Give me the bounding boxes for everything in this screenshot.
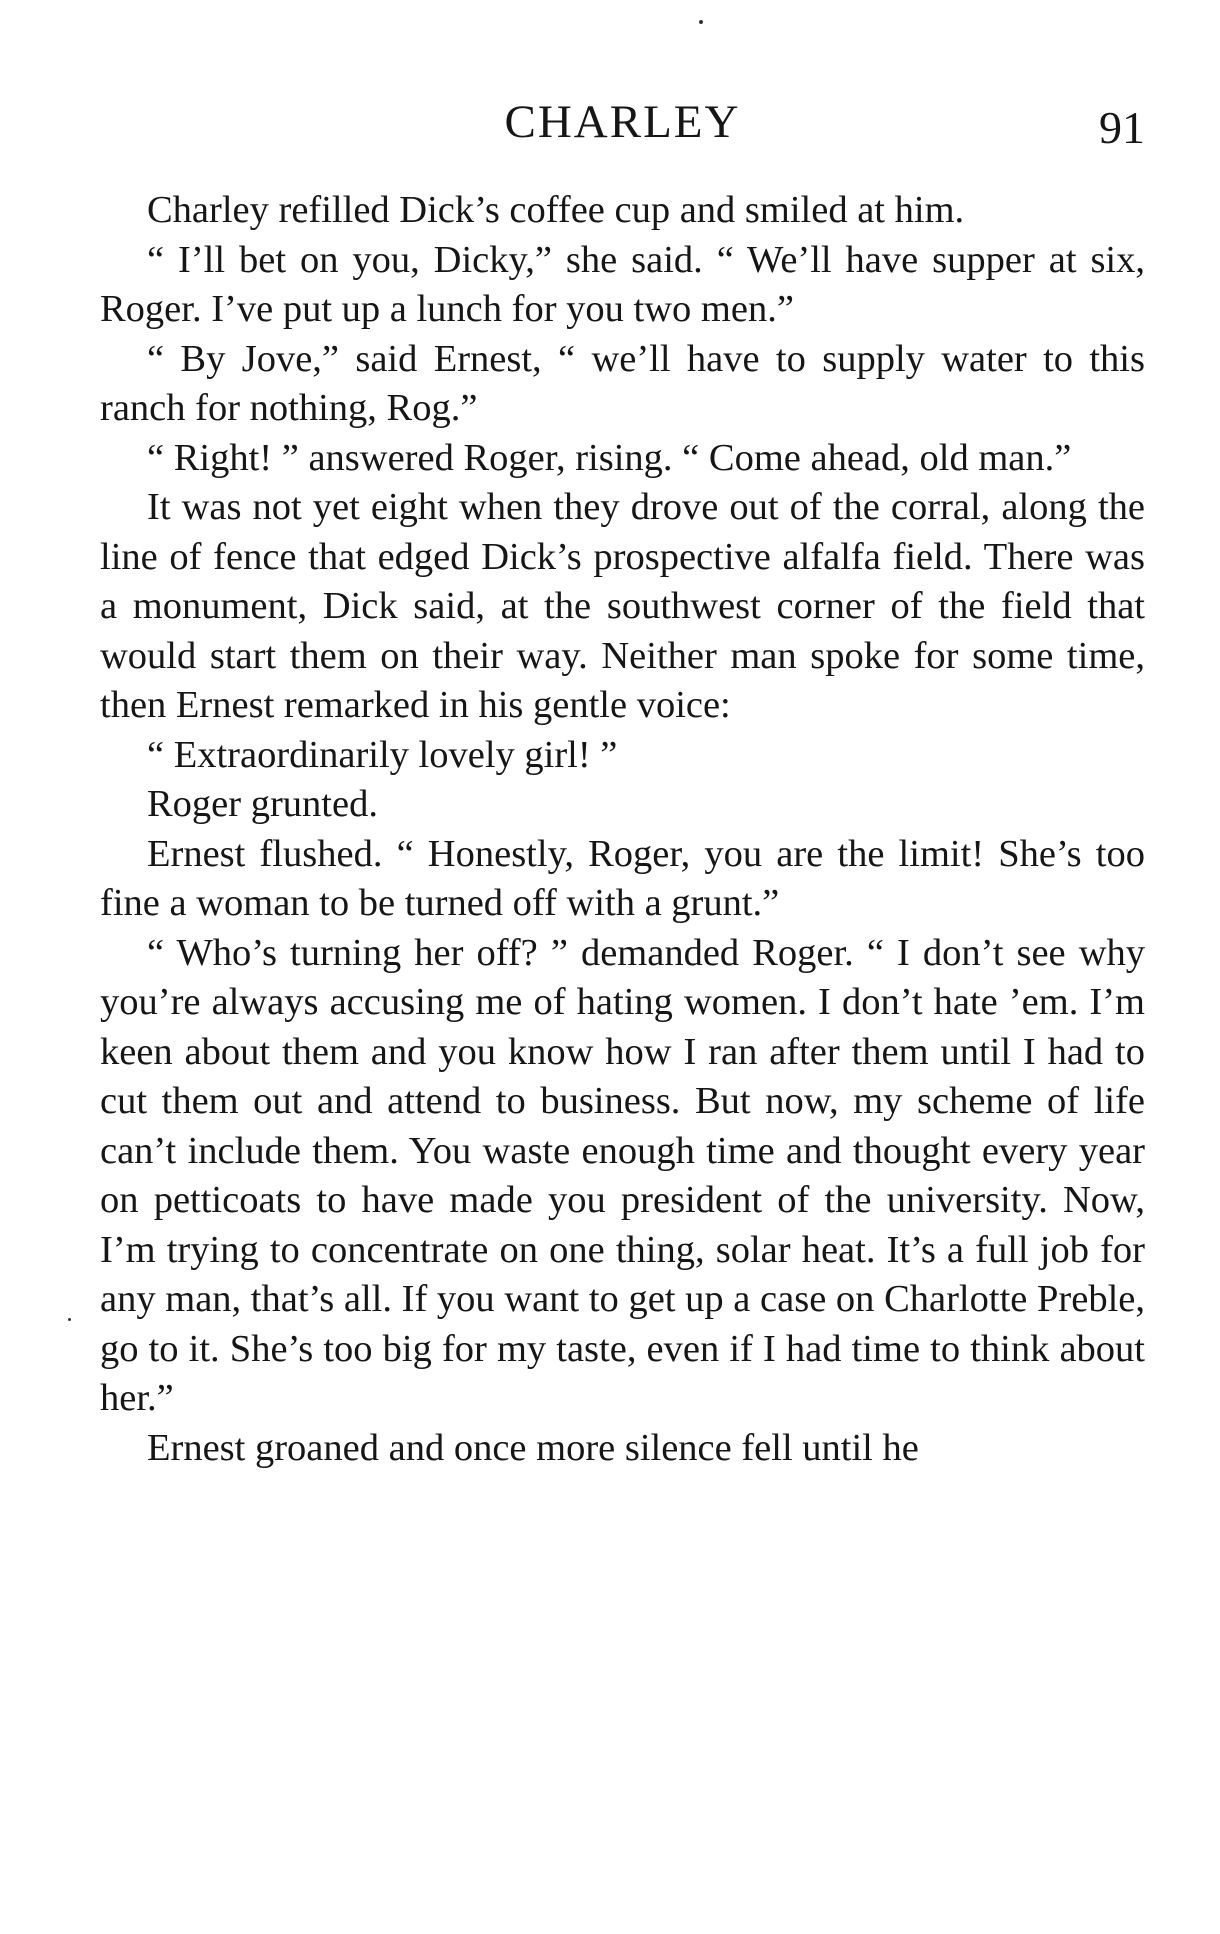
page-number: 91 xyxy=(1099,102,1145,153)
running-head xyxy=(100,92,1145,152)
paragraph: Ernest groaned and once more silence fell until he xyxy=(147,1426,919,1469)
print-speck xyxy=(699,20,703,24)
paragraph: “ Right! ” answered Roger, rising. “ Come ahead, old man.” xyxy=(147,436,1072,479)
paragraph: “ Extraordinarily lovely girl! ” xyxy=(147,733,618,776)
paragraph: “ I’ll bet on you, Dicky,” she said. “ We’ll have supper at six, Roger. I’ve put up a lunch for you two men.” xyxy=(100,238,1145,330)
paragraph: It was not yet eight when they drove out of the corral, along the line of fence that edged Dick’s prospective alfalfa field. There was a monument, Dick said, at the southwest corner of the field that would start them on their way. Neither man spoke for some time, then Ernest remarked in his gentle voice: xyxy=(100,486,1145,726)
print-speck xyxy=(68,1318,71,1321)
paragraph: “ By Jove,” said Ernest, “ we’ll have to supply water to this ranch for nothing, Rog.” xyxy=(100,337,1145,429)
paragraph: Charley refilled Dick’s coffee cup and smiled at him. xyxy=(147,189,965,231)
body-text xyxy=(100,186,1145,1473)
paragraph: Roger grunted. xyxy=(147,783,378,825)
paragraph: “ Who’s turning her off? ” demanded Roger. “ I don’t see why you’re always accusing me of hating women. I don’t hate ’em. I’m keen about them and you know how I ran after them until I had to cut them out and attend to business. But now, my scheme of life can’t include them. You waste enough time and thought every year on petticoats to have made you president of the university. Now, I’m trying to concentrate on one thing, solar heat. It’s a full job for any man, that’s all. If you want to get up a case on Charlotte Preble, go to it. She’s too big for my taste, even if I had time to think about her.” xyxy=(100,931,1145,1419)
paragraph: Ernest flushed. “ Honestly, Roger, you are the limit! She’s too fine a woman to be turned off with a grunt.” xyxy=(100,832,1145,924)
running-title: CHARLEY xyxy=(504,96,741,148)
